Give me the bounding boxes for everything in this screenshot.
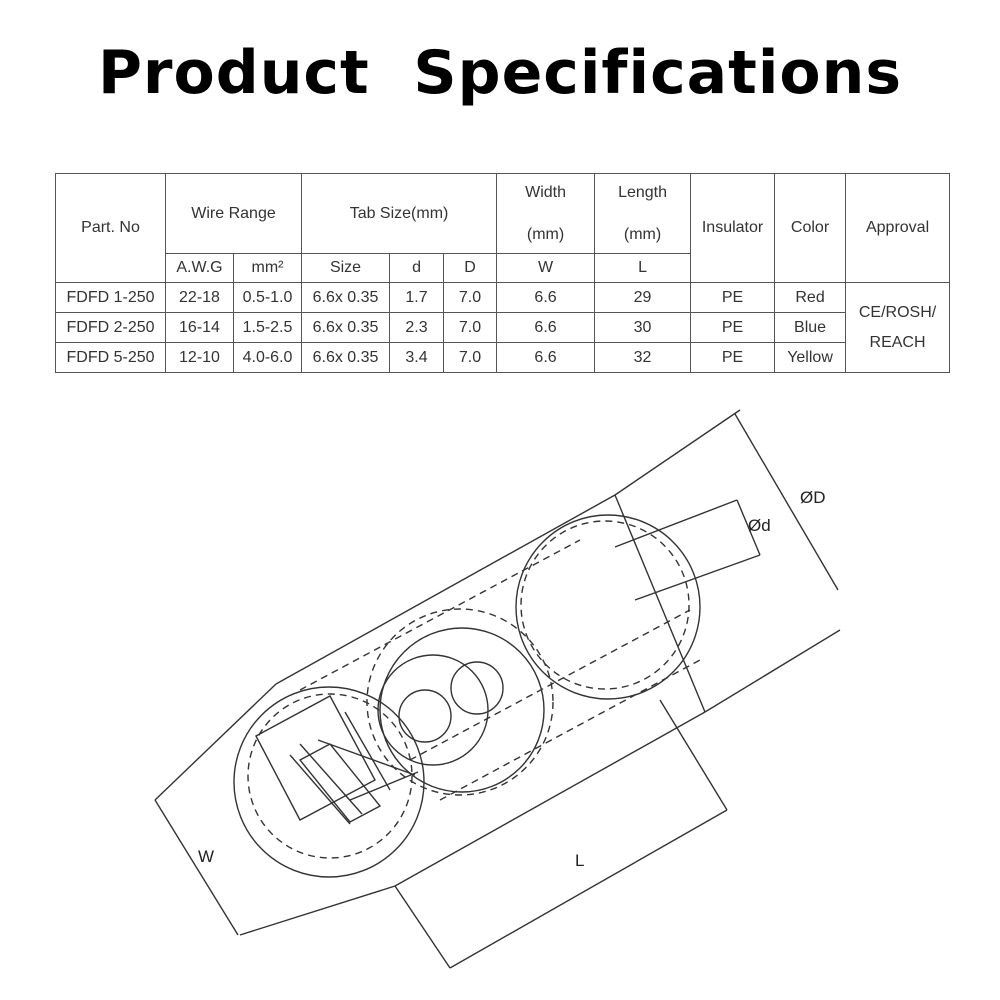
cell-insulator: PE — [691, 283, 775, 313]
header-width-label: Width — [525, 183, 566, 201]
cell-insulator: PE — [691, 343, 775, 373]
subheader-mm2: mm² — [234, 254, 302, 283]
approval-line-2: REACH — [869, 333, 926, 351]
cell-mm2: 0.5-1.0 — [234, 283, 302, 313]
cell-length: 29 — [595, 283, 691, 313]
dimension-d-lines — [615, 500, 760, 600]
header-approval: Approval — [846, 174, 950, 283]
header-insulator: Insulator — [691, 174, 775, 283]
cell-length: 30 — [595, 313, 691, 343]
subheader-awg: A.W.G — [166, 254, 234, 283]
table-row — [56, 313, 950, 343]
label-W: W — [198, 847, 215, 866]
cell-d: 2.3 — [390, 313, 444, 343]
cell-size: 6.6x 0.35 — [302, 283, 390, 313]
cell-D: 7.0 — [444, 283, 497, 313]
cell-D: 7.0 — [444, 313, 497, 343]
cell-part: FDFD 2-250 — [56, 313, 166, 343]
label-D: ØD — [800, 488, 826, 507]
tab-receptacle — [256, 696, 390, 824]
connector-diagram — [0, 395, 1000, 1000]
approval-line-1: CE/ROSH/ — [858, 303, 937, 321]
table-row — [56, 343, 950, 373]
spec-table — [55, 173, 950, 373]
sleeve-outline — [276, 495, 705, 886]
cell-awg: 22-18 — [166, 283, 234, 313]
subheader-W: W — [497, 254, 595, 283]
dimension-D-lines — [615, 410, 840, 712]
header-width — [497, 174, 595, 254]
cell-size: 6.6x 0.35 — [302, 343, 390, 373]
dimension-W-lines — [155, 684, 395, 935]
cell-width: 6.6 — [497, 343, 595, 373]
cell-awg: 12-10 — [166, 343, 234, 373]
table-row — [56, 283, 950, 313]
cell-part: FDFD 5-250 — [56, 343, 166, 373]
subheader-D: D — [444, 254, 497, 283]
barrel-dashed-lines — [300, 540, 700, 800]
crimp-barrel-outer — [378, 655, 488, 765]
cell-awg: 16-14 — [166, 313, 234, 343]
cell-approval — [846, 283, 950, 373]
crimp-barrel-right — [451, 662, 503, 714]
cell-mm2: 1.5-2.5 — [234, 313, 302, 343]
cell-insulator: PE — [691, 313, 775, 343]
crimp-barrel-left — [399, 690, 451, 742]
header-row — [56, 174, 950, 254]
dimension-L-lines — [395, 700, 727, 968]
label-L: L — [575, 851, 585, 870]
header-length — [595, 174, 691, 254]
cell-mm2: 4.0-6.0 — [234, 343, 302, 373]
cell-color: Blue — [775, 313, 846, 343]
page-title: Product Specifications — [97, 38, 903, 108]
cell-length: 32 — [595, 343, 691, 373]
cell-width: 6.6 — [497, 313, 595, 343]
cell-d: 3.4 — [390, 343, 444, 373]
header-tab-size: Tab Size(mm) — [302, 174, 497, 254]
cell-color: Yellow — [775, 343, 846, 373]
end-circle-back — [516, 515, 700, 699]
cell-size: 6.6x 0.35 — [302, 313, 390, 343]
subheader-d: d — [390, 254, 444, 283]
subheader-L: L — [595, 254, 691, 283]
cell-width: 6.6 — [497, 283, 595, 313]
header-part-no: Part. No — [56, 174, 166, 283]
header-length-label: Length — [618, 183, 668, 201]
subheader-size: Size — [302, 254, 390, 283]
end-circle-back-inner — [521, 521, 689, 689]
cell-D: 7.0 — [444, 343, 497, 373]
end-circle-front-inner — [248, 694, 412, 858]
header-width-unit: (mm) — [526, 225, 565, 243]
cell-d: 1.7 — [390, 283, 444, 313]
header-length-unit: (mm) — [623, 225, 662, 243]
header-color: Color — [775, 174, 846, 283]
label-d: Ød — [748, 516, 771, 535]
cell-part: FDFD 1-250 — [56, 283, 166, 313]
header-wire-range: Wire Range — [166, 174, 302, 254]
cell-color: Red — [775, 283, 846, 313]
